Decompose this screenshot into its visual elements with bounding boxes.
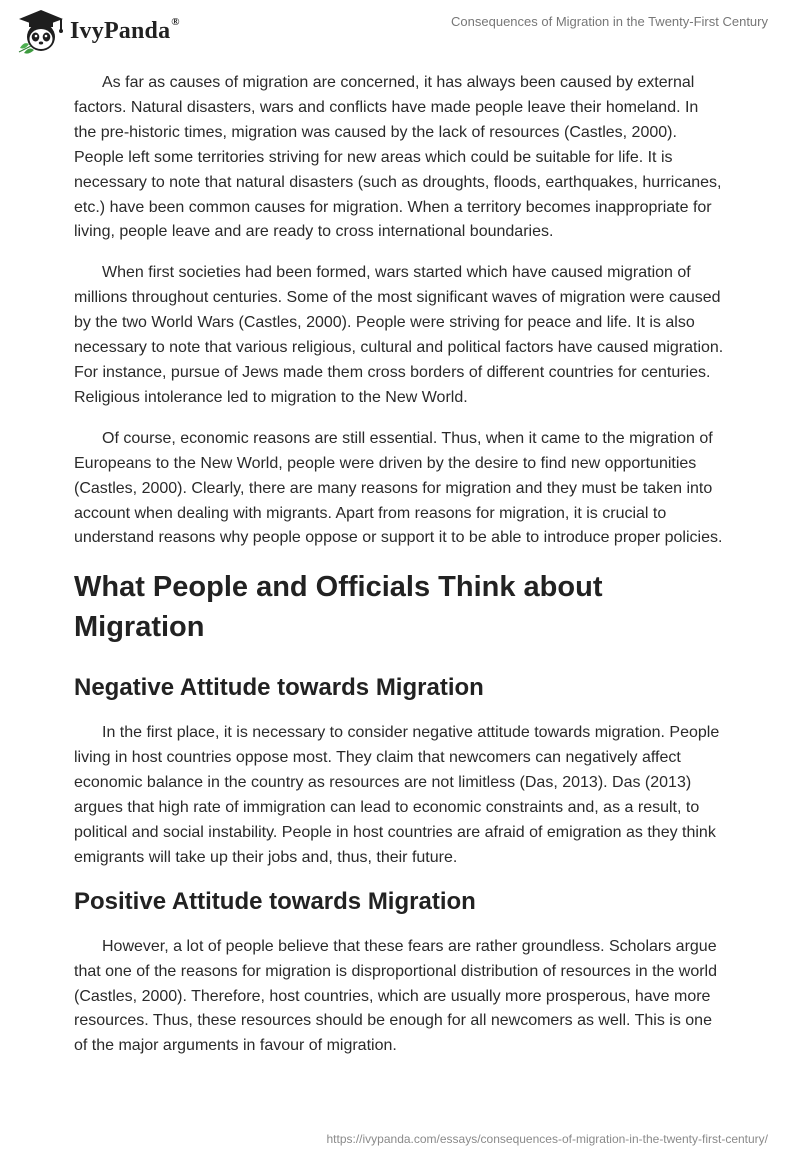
ivypanda-logo[interactable]: [16, 8, 180, 54]
brand-name: IvyPanda®: [70, 15, 180, 44]
panda-graduate-icon: [16, 8, 66, 54]
source-url[interactable]: https://ivypanda.com/essays/consequences-of-migration-in-the-twenty-first-century/: [326, 1132, 768, 1146]
paragraph-causes: As far as causes of migration are concerned, it has always been caused by external factors. Natural disasters, wars and conflicts have made people leave their homeland. In the pre-historic times, migration was caused by the lack of resources (Castles, 2000). People left some territories striving for new areas which could be suitable for life. It is necessary to note that natural disasters (such as droughts, floods, earthquakes, hurricanes, etc.) have been common causes for migration. When a territory becomes inappropriate for living, people leave and are ready to cross international boundaries.: [74, 74, 722, 241]
paragraph-positive: However, a lot of people believe that these fears are rather groundless. Scholars argue that one of the reasons for migration is disproportional distribution of resources in the world (Castles, 2000). Therefore, host countries, which are usually more prosperous, have more resources. Thus, these resources should be enough for all newcomers as well. This is one of the major arguments in favour of migration.: [74, 937, 718, 1055]
section-heading: What People and Officials Think about Migration: [74, 571, 603, 644]
subheading-positive: Positive Attitude towards Migration: [74, 887, 476, 915]
page-header: [0, 0, 800, 64]
essay-body: [74, 71, 724, 1075]
paragraph-negative: In the first place, it is necessary to consider negative attitude towards migration. People living in host countries oppose most. They claim that newcomers can negatively affect economic balance in the country as resources are not limitless (Das, 2013). Das (2013) argues that high rate of immigration can lead to economic constraints and, as a result, to political and social instability. People in host countries are afraid of emigration as they think emigrants will take up their jobs and, thus, their future.: [74, 724, 720, 866]
subheading-negative: Negative Attitude towards Migration: [74, 674, 484, 702]
paragraph-economic: Of course, economic reasons are still essential. Thus, when it came to the migration of Europeans to the New World, people were driven by the desire to find new opportunities (Castles, 2000). Clearly, there are many reasons for migration and they must be taken into account when dealing with migrants. Apart from reasons for migration, it is crucial to understand reasons why people oppose or support it to be able to introduce proper policies.: [74, 429, 723, 547]
document-title: Consequences of Migration in the Twenty-First Century: [451, 14, 768, 29]
paragraph-wars: When first societies had been formed, wars started which have caused migration of millions throughout centuries. Some of the most significant waves of migration were caused by the two World Wars (Castles, 2000). People were striving for peace and life. It is also necessary to note that various religious, cultural and political factors have caused migration. For instance, pursue of Jews made them cross borders of different countries for centuries. Religious intolerance led to migration to the New World.: [74, 264, 724, 406]
registered-mark: ®: [171, 15, 180, 28]
